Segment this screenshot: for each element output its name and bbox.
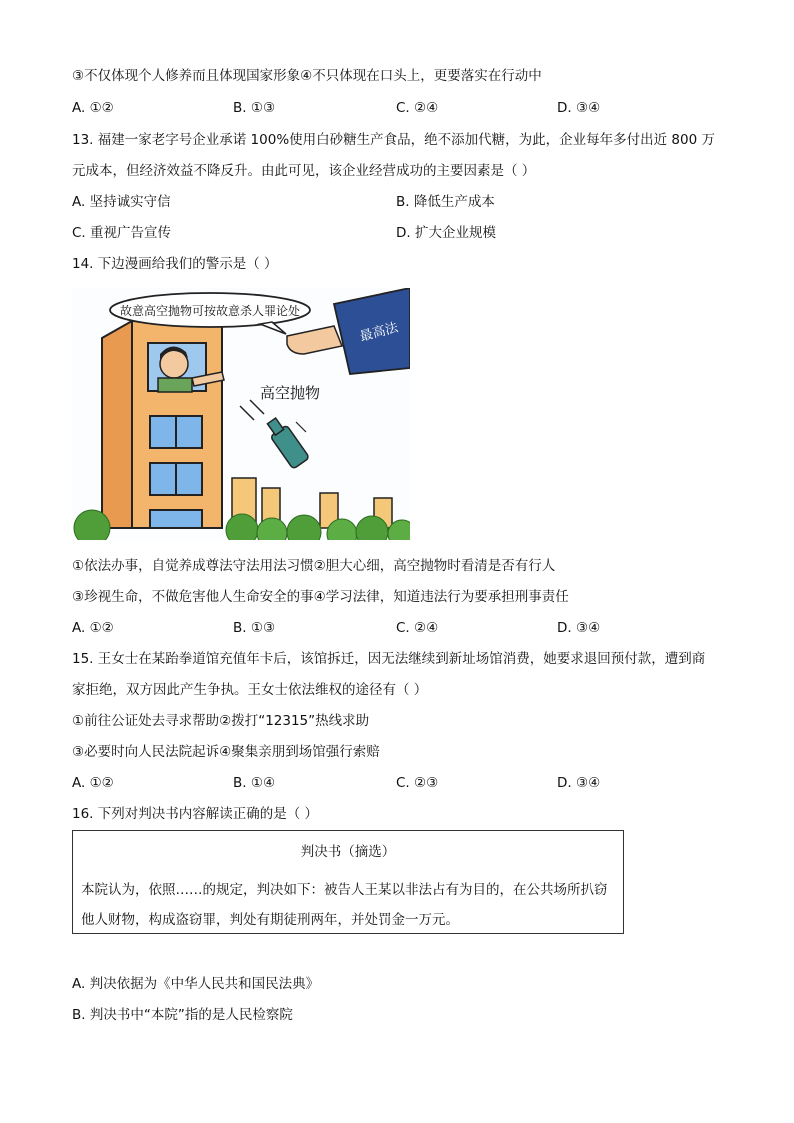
q15-option-c: C. ②③ xyxy=(396,775,439,791)
q13-option-d: D. 扩大企业规模 xyxy=(396,225,496,241)
cartoon-sleeve-label: 最高法 xyxy=(358,320,400,345)
q15-statements-line-1: ①前往公证处去寻求帮助②拨打“12315”热线求助 xyxy=(72,713,370,729)
q13-option-b: B. 降低生产成本 xyxy=(396,194,495,210)
q14-option-d: D. ③④ xyxy=(557,620,601,636)
cartoon-illustration xyxy=(72,288,410,540)
judgment-title: 判决书（摘选） xyxy=(300,844,396,860)
q15-option-b: B. ①④ xyxy=(233,775,276,791)
q13-stem-line-2: 元成本，但经济效益不降反升。由此可见，该企业经营成功的主要因素是（ ） xyxy=(72,163,536,179)
q16-option-b: B. 判决书中“本院”指的是人民检察院 xyxy=(72,1007,293,1023)
q12-statements: ③不仅体现个人修养而且体现国家形象④不只体现在口头上，更要落实在行动中 xyxy=(72,68,542,84)
q13-stem-line-1: 13. 福建一家老字号企业承诺 100%使用白砂糖生产食品，绝不添加代糖，为此，企业每年多付出近 800 万 xyxy=(72,132,715,148)
q16-stem: 16. 下列对判决书内容解读正确的是（ ） xyxy=(72,806,319,822)
judgment-text: 本院认为，依照……的规定，判决如下：被告人王某以非法占有为目的，在公共场所扒窃他人财物，构成盗窃罪，判处有期徒刑两年，并处罚金一万元。 xyxy=(81,882,608,928)
q15-statements-line-2: ③必要时向人民法院起诉④聚集亲朋到场馆强行索赔 xyxy=(72,744,380,760)
q16-option-a: A. 判决依据为《中华人民共和国民法典》 xyxy=(72,976,320,992)
q12-option-a: A. ①② xyxy=(72,100,114,116)
q15-option-d: D. ③④ xyxy=(557,775,601,791)
q14-option-a: A. ①② xyxy=(72,620,114,636)
q14-option-c: C. ②④ xyxy=(396,620,439,636)
q13-option-a: A. 坚持诚实守信 xyxy=(72,194,171,210)
cartoon-caption: 高空抛物 xyxy=(260,384,321,402)
q14-stem: 14. 下边漫画给我们的警示是（ ） xyxy=(72,256,278,272)
q14-statements-line-1: ①依法办事，自觉养成尊法守法用法习惯②胆大心细，高空抛物时看清是否有行人 xyxy=(72,558,556,574)
q13-option-c: C. 重视广告宣传 xyxy=(72,225,172,241)
q15-stem-line-1: 15. 王女士在某跆拳道馆充值年卡后，该馆拆迁，因无法继续到新址场馆消费，她要求退回预付款，遭到商 xyxy=(72,651,706,667)
q12-option-d: D. ③④ xyxy=(557,100,601,116)
q12-option-b: B. ①③ xyxy=(233,100,276,116)
q14-option-b: B. ①③ xyxy=(233,620,276,636)
q15-option-a: A. ①② xyxy=(72,775,114,791)
cartoon-speech-text: 故意高空抛物可按故意杀人罪论处 xyxy=(119,304,301,318)
q12-option-c: C. ②④ xyxy=(396,100,439,116)
q15-stem-line-2: 家拒绝，双方因此产生争执。王女士依法维权的途径有（ ） xyxy=(72,682,428,698)
q14-statements-line-2: ③珍视生命，不做危害他人生命安全的事④学习法律，知道违法行为要承担刑事责任 xyxy=(72,589,569,605)
judgment-excerpt-box xyxy=(72,830,624,934)
